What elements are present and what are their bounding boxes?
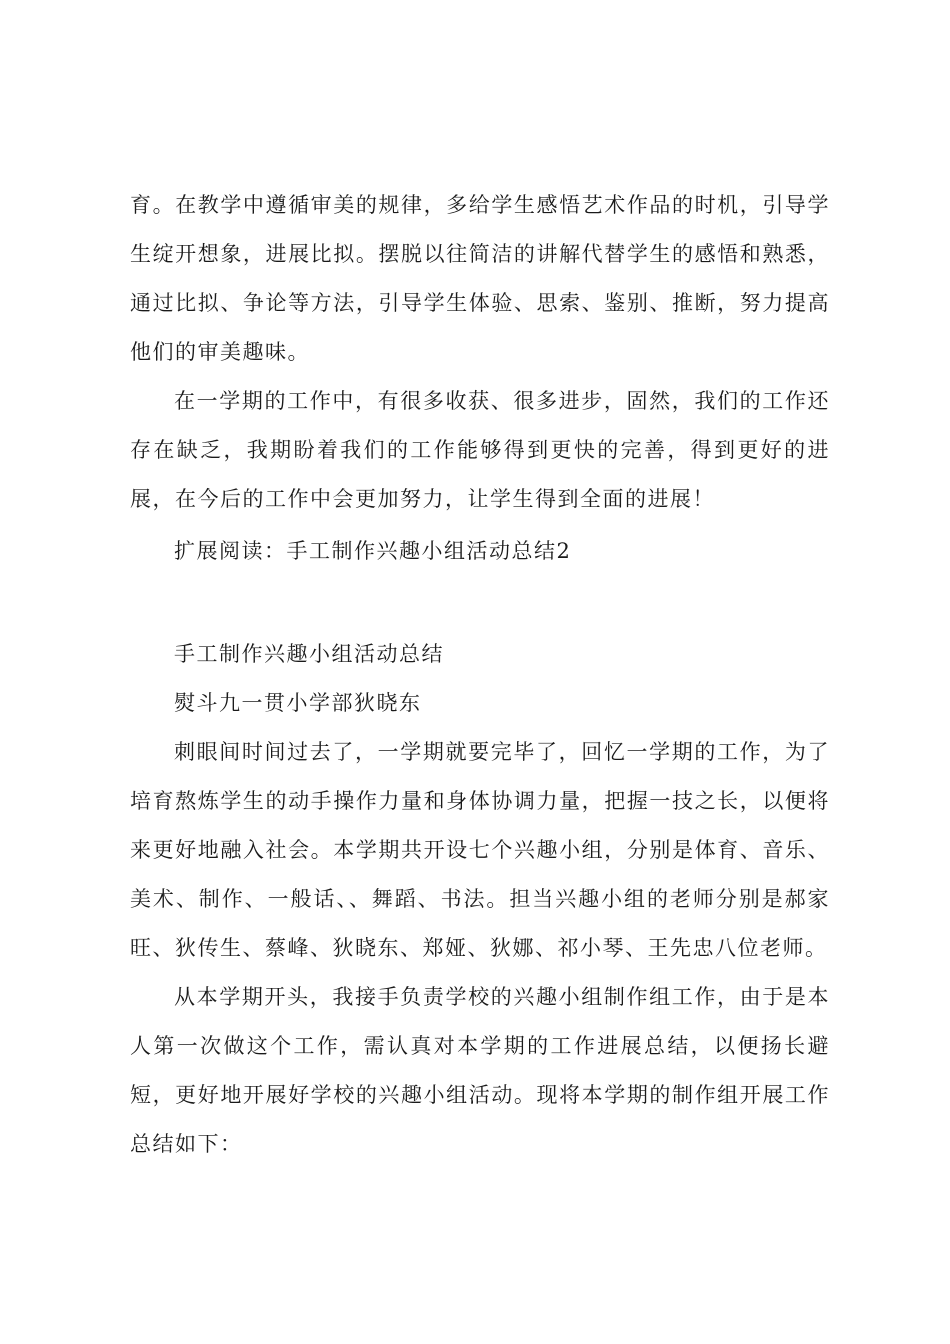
paragraph-interest-groups: 刺眼间时间过去了，一学期就要完毕了，回忆一学期的工作，为了培育熬炼学生的动手操作力量和身体协调力量，把握一技之长，以便将来更好地融入社会。本学期共开设七个兴趣小组，分别是体育、音乐、美术、制作、一般话、、舞蹈、书法。担当兴趣小组的老师分别是郝家旺、狄传生、蔡峰、狄晓东、郑娅、狄娜、祁小琴、王先忠八位老师。 bbox=[130, 740, 830, 960]
document-title: 手工制作兴趣小组活动总结 bbox=[174, 642, 444, 666]
paragraph-semester-reflection: 在一学期的工作中，有很多收获、很多进步，固然，我们的工作还存在缺乏，我期盼着我们的工作能够得到更快的完善，得到更好的进展，在今后的工作中会更加努力，让学生得到全面的进展！ bbox=[130, 389, 830, 511]
document-body-bottom bbox=[130, 630, 830, 1169]
paragraph-art-education: 育。在教学中遵循审美的规律，多给学生感悟艺术作品的时机，引导学生绽开想象，进展比拟。摆脱以往简洁的讲解代替学生的感悟和熟悉，通过比拟、争论等方法，引导学生体验、思索、鉴别、推断，努力提高他们的审美趣味。 bbox=[130, 193, 830, 364]
paragraph-work-summary: 从本学期开头，我接手负责学校的兴趣小组制作组工作，由于是本人第一次做这个工作，需认真对本学期的工作进展总结，以便扬长避短，更好地开展好学校的兴趣小组活动。现将本学期的制作组开展工作总结如下： bbox=[130, 985, 830, 1156]
document-author: 熨斗九一贯小学部狄晓东 bbox=[174, 691, 422, 715]
extended-reading-heading: 扩展阅读：手工制作兴趣小组活动总结2 bbox=[174, 539, 572, 563]
document-body-top bbox=[130, 181, 830, 524]
extended-reading-block bbox=[130, 527, 830, 576]
